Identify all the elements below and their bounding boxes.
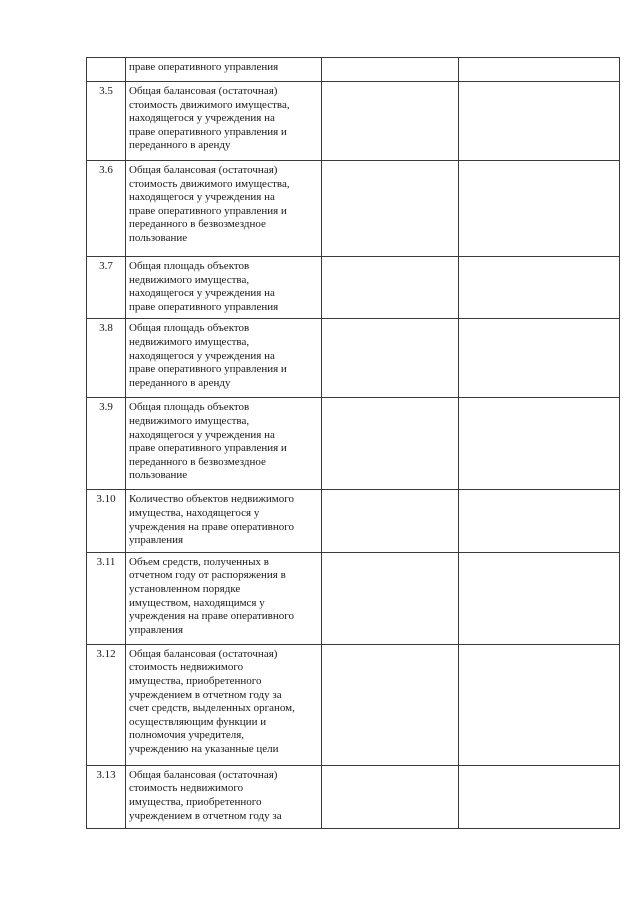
value-cell-1 — [322, 552, 459, 644]
indicator-name — [126, 319, 322, 398]
row-number: 3.8 — [87, 319, 126, 398]
row-number: 3.12 — [87, 644, 126, 765]
value-cell-2 — [459, 765, 620, 828]
indicator-name-line: недвижимого имущества, — [129, 273, 250, 286]
row-number: 3.11 — [87, 552, 126, 644]
row-number: 3.10 — [87, 490, 126, 552]
table-row — [87, 765, 620, 828]
indicator-name — [126, 552, 322, 644]
indicator-name-line: стоимость недвижимого — [129, 782, 244, 795]
indicator-name — [126, 257, 322, 319]
indicator-name-line: праве оперативного управления и — [129, 442, 287, 455]
value-cell-1 — [322, 82, 459, 161]
indicator-name-line: стоимость движимого имущества, — [129, 98, 290, 111]
indicator-name-line: стоимость движимого имущества, — [129, 177, 290, 190]
indicator-name-line: установленном порядке — [129, 582, 241, 595]
indicator-name — [126, 765, 322, 828]
indicator-name-line: Общая площадь объектов — [129, 322, 250, 335]
value-cell-1 — [322, 319, 459, 398]
value-cell-2 — [459, 257, 620, 319]
value-cell-2 — [459, 552, 620, 644]
table-row — [87, 490, 620, 552]
indicator-name-line: переданного в аренду — [129, 139, 231, 152]
indicator-name — [126, 644, 322, 765]
table-row — [87, 161, 620, 257]
indicator-name-line: учреждением в отчетном году за — [129, 809, 282, 822]
table-body — [87, 58, 620, 829]
value-cell-1 — [322, 644, 459, 765]
indicator-name-line: управления — [129, 623, 184, 636]
indicator-name-line: находящегося у учреждения на — [129, 191, 275, 204]
row-number: 3.13 — [87, 765, 126, 828]
row-number: 3.6 — [87, 161, 126, 257]
indicator-name-line: праве оперативного управления — [129, 61, 279, 73]
table-row — [87, 82, 620, 161]
indicator-name-line: учреждения на праве оперативного — [129, 520, 295, 533]
indicator-name-line: пользование — [129, 469, 188, 482]
indicator-name-line: имущества, приобретенного — [129, 674, 262, 687]
indicator-name-line: полномочия учредителя, — [129, 729, 245, 742]
value-cell-1 — [322, 58, 459, 82]
indicator-name — [126, 82, 322, 161]
indicator-name-line: Общая балансовая (остаточная) — [129, 164, 278, 176]
indicator-name-line: переданного в безвозмездное — [129, 455, 266, 468]
value-cell-1 — [322, 257, 459, 319]
indicator-name-line: учреждению на указанные цели — [129, 742, 279, 755]
indicator-name-line: находящегося у учреждения на — [129, 112, 275, 125]
indicator-name-line: Общая балансовая (остаточная) — [129, 647, 278, 660]
value-cell-2 — [459, 644, 620, 765]
indicator-name-line: счет средств, выделенных органом, — [129, 702, 295, 715]
indicator-name-line: пользование — [129, 231, 188, 244]
indicator-name-line: недвижимого имущества, — [129, 335, 250, 348]
table-row — [87, 644, 620, 765]
row-number: 3.7 — [87, 257, 126, 319]
indicator-name-line: осуществляющим функции и — [129, 715, 267, 728]
indicator-name-line: учреждения на праве оперативного — [129, 610, 295, 623]
value-cell-2 — [459, 319, 620, 398]
indicator-name-line: имущества, находящегося у — [129, 506, 260, 519]
indicator-name-line: находящегося у учреждения на — [129, 428, 275, 441]
indicator-name-line: имущества, приобретенного — [129, 795, 262, 808]
indicator-name — [126, 398, 322, 490]
indicator-name-line: находящегося у учреждения на — [129, 349, 275, 362]
indicator-name-line: Общая площадь объектов — [129, 260, 250, 272]
indicator-name — [126, 161, 322, 257]
value-cell-1 — [322, 490, 459, 552]
indicator-name-line: учреждением в отчетном году за — [129, 688, 282, 701]
row-number: 3.9 — [87, 398, 126, 490]
value-cell-2 — [459, 490, 620, 552]
indicator-name-line: управления — [129, 534, 184, 547]
property-report-table — [86, 57, 620, 829]
indicator-name — [126, 490, 322, 552]
indicator-name-line: отчетном году от распоряжения в — [129, 569, 286, 582]
indicator-name-line: переданного в безвозмездное — [129, 218, 266, 231]
table-row — [87, 398, 620, 490]
table-row — [87, 58, 620, 82]
value-cell-2 — [459, 82, 620, 161]
value-cell-1 — [322, 398, 459, 490]
indicator-name-line: праве оперативного управления и — [129, 204, 287, 217]
value-cell-2 — [459, 58, 620, 82]
row-number — [87, 58, 126, 82]
indicator-name-line: стоимость недвижимого — [129, 661, 244, 674]
indicator-name-line: праве оперативного управления и — [129, 363, 287, 376]
indicator-name-line: Общая площадь объектов — [129, 401, 250, 414]
value-cell-1 — [322, 161, 459, 257]
row-number: 3.5 — [87, 82, 126, 161]
indicator-name-line: имуществом, находящимся у — [129, 596, 265, 609]
table-row — [87, 257, 620, 319]
indicator-name-line: переданного в аренду — [129, 376, 231, 389]
indicator-name-line: праве оперативного управления — [129, 300, 279, 313]
indicator-name-line: Объем средств, полученных в — [129, 555, 269, 568]
indicator-name-line: Общая балансовая (остаточная) — [129, 85, 278, 97]
value-cell-2 — [459, 161, 620, 257]
value-cell-2 — [459, 398, 620, 490]
indicator-name-line: праве оперативного управления и — [129, 125, 287, 138]
table-row — [87, 552, 620, 644]
indicator-name-line: находящегося у учреждения на — [129, 287, 275, 300]
indicator-name-line: недвижимого имущества, — [129, 414, 250, 427]
indicator-name-line: Общая балансовая (остаточная) — [129, 768, 278, 781]
value-cell-1 — [322, 765, 459, 828]
indicator-name-line: Количество объектов недвижимого — [129, 493, 294, 506]
indicator-name — [126, 58, 322, 82]
table-row — [87, 319, 620, 398]
